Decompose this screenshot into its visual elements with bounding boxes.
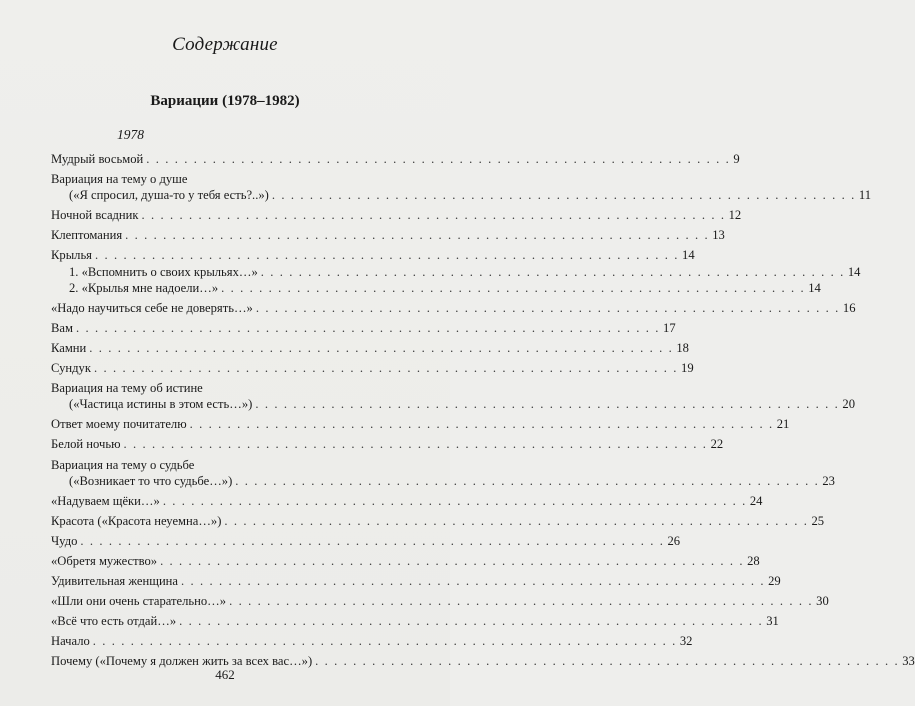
toc-title: («Частица истины в этом есть…») bbox=[69, 397, 253, 412]
toc-line bbox=[51, 553, 760, 569]
toc-entry bbox=[51, 493, 763, 509]
toc-title: Красота («Красота неуемна…») bbox=[51, 513, 222, 528]
dot-leader: . . . . . . . . . . . . . . . . . . . . . . . . . . . . . . . . . . . . . . . . . . . . . . . . . . . . . . . . . . . . . . bbox=[160, 553, 745, 568]
toc-page-number: 26 bbox=[667, 533, 681, 548]
toc-entry bbox=[51, 151, 740, 167]
dot-leader: . . . . . . . . . . . . . . . . . . . . . . . . . . . . . . . . . . . . . . . . . . . . . . . . . . . . . . . . . . . . . . bbox=[123, 437, 708, 452]
toc-entry bbox=[51, 416, 790, 432]
toc-title: Вариация на тему об истине bbox=[51, 381, 203, 396]
toc-page-number: 28 bbox=[747, 553, 760, 568]
toc-entry bbox=[51, 436, 724, 452]
toc-entry bbox=[51, 553, 760, 569]
toc-page-number: 19 bbox=[681, 361, 694, 376]
toc-line bbox=[51, 457, 417, 473]
toc-page-number: 33 bbox=[902, 654, 915, 669]
toc-title: Сундук bbox=[51, 361, 91, 376]
dot-leader: . . . . . . . . . . . . . . . . . . . . . . . . . . . . . . . . . . . . . . . . . . . . . . . . . . . . . . . . . . . . . . bbox=[229, 594, 814, 609]
toc-title: Удивительная женщина bbox=[51, 574, 179, 589]
toc-line bbox=[51, 533, 681, 549]
year-heading: 1978 bbox=[117, 127, 144, 142]
dot-leader: . . . . . . . . . . . . . . . . . . . . . . . . . . . . . . . . . . . . . . . . . . . . . . . . . . . . . . . . . . . . . . bbox=[224, 513, 809, 528]
toc-line bbox=[51, 320, 676, 336]
toc-line bbox=[51, 573, 781, 589]
toc-title: «Обретя мужество» bbox=[51, 553, 158, 568]
dot-leader: . . . . . . . . . . . . . . . . . . . . . . . . . . . . . . . . . . . . . . . . . . . . . . . . . . . . . . . . . . . . . . bbox=[92, 634, 677, 649]
toc-entry bbox=[51, 613, 779, 629]
toc-page-number: 29 bbox=[768, 574, 781, 589]
toc-page-number: 13 bbox=[712, 228, 725, 243]
toc-page-number: 14 bbox=[682, 248, 695, 263]
section-heading: Вариации (1978–1982) bbox=[150, 93, 300, 109]
toc-line bbox=[51, 247, 695, 263]
toc-page-number: 23 bbox=[822, 473, 835, 488]
toc-title: 2. «Крылья мне надоели…» bbox=[69, 280, 219, 295]
toc-line bbox=[51, 593, 829, 609]
toc-title: «Всё что есть отдай…» bbox=[51, 614, 177, 629]
toc-title: Начало bbox=[51, 634, 90, 649]
toc-page-number: 16 bbox=[842, 300, 856, 315]
dot-leader: . . . . . . . . . . . . . . . . . . . . . . . . . . . . . . . . . . . . . . . . . . . . . . . . . . . . . . . . . . . . . . bbox=[75, 320, 661, 335]
toc-line bbox=[51, 280, 821, 296]
dot-leader: . . . . . . . . . . . . . . . . . . . . . . . . . . . . . . . . . . . . . . . . . . . . . . . . . . . . . . . . . . . . . . bbox=[93, 361, 679, 376]
toc-line bbox=[51, 300, 856, 316]
dot-leader: . . . . . . . . . . . . . . . . . . . . . . . . . . . . . . . . . . . . . . . . . . . . . . . . . . . . . . . . . . . . . . bbox=[189, 417, 774, 432]
toc-entry bbox=[51, 533, 681, 549]
toc-line bbox=[51, 227, 725, 243]
toc-line bbox=[51, 396, 855, 412]
dot-leader: . . . . . . . . . . . . . . . . . . . . . . . . . . . . . . . . . . . . . . . . . . . . . . . . . . . . . . . . . . . . . . bbox=[179, 614, 764, 629]
toc-title: Белой ночью bbox=[51, 437, 121, 452]
toc-title: Ночной всадник bbox=[51, 208, 139, 223]
dot-leader: . . . . . . . . . . . . . . . . . . . . . . . . . . . . . . . . . . . . . . . . . . . . . . . . . . . . . . . . . . . . . . bbox=[260, 264, 845, 279]
toc-title: Ответ моему почитателю bbox=[51, 417, 187, 432]
toc-entry bbox=[51, 340, 689, 356]
toc-line bbox=[51, 340, 689, 356]
page-number: 462 bbox=[215, 667, 235, 682]
toc-line bbox=[51, 513, 825, 529]
toc-title: Крылья bbox=[51, 248, 92, 263]
dot-leader: . . . . . . . . . . . . . . . . . . . . . . . . . . . . . . . . . . . . . . . . . . . . . . . . . . . . . . . . . . . . . . bbox=[255, 397, 840, 412]
toc-title: Камни bbox=[51, 340, 87, 355]
toc-title: Вариация на тему о душе bbox=[51, 172, 188, 187]
toc-title: («Возникает то что судьбе…») bbox=[69, 473, 233, 488]
toc-page-number: 31 bbox=[766, 614, 779, 629]
toc-line bbox=[51, 493, 763, 509]
toc-entry bbox=[51, 573, 781, 589]
toc-entry bbox=[51, 171, 872, 203]
toc-title: «Надо научиться себе не доверять…» bbox=[51, 300, 253, 315]
dot-leader: . . . . . . . . . . . . . . . . . . . . . . . . . . . . . . . . . . . . . . . . . . . . . . . . . . . . . . . . . . . . . . bbox=[94, 248, 680, 263]
toc-page-number: 32 bbox=[679, 634, 693, 649]
dot-leader: . . . . . . . . . . . . . . . . . . . . . . . . . . . . . . . . . . . . . . . . . . . . . . . . . . . . . . . . . . . . . . bbox=[80, 533, 665, 548]
toc-entry bbox=[51, 207, 742, 223]
toc-line bbox=[51, 613, 779, 629]
toc-entry bbox=[51, 593, 829, 609]
toc-entry bbox=[51, 633, 693, 649]
dot-leader: . . . . . . . . . . . . . . . . . . . . . . . . . . . . . . . . . . . . . . . . . . . . . . . . . . . . . . . . . . . . . . bbox=[271, 188, 856, 203]
toc-entry bbox=[51, 227, 725, 243]
toc-entry bbox=[51, 320, 676, 336]
dot-leader: . . . . . . . . . . . . . . . . . . . . . . . . . . . . . . . . . . . . . . . . . . . . . . . . . . . . . . . . . . . . . . bbox=[146, 152, 731, 166]
toc-entry bbox=[51, 380, 855, 412]
dot-leader: . . . . . . . . . . . . . . . . . . . . . . . . . . . . . . . . . . . . . . . . . . . . . . . . . . . . . . . . . . . . . . bbox=[162, 493, 747, 508]
toc-page-number: 11 bbox=[858, 188, 872, 203]
dot-leader: . . . . . . . . . . . . . . . . . . . . . . . . . . . . . . . . . . . . . . . . . . . . . . . . . . . . . . . . . . . . . . bbox=[315, 654, 900, 669]
toc-entry bbox=[51, 360, 694, 376]
toc-line bbox=[51, 171, 417, 187]
dot-leader: . . . . . . . . . . . . . . . . . . . . . . . . . . . . . . . . . . . . . . . . . . . . . . . . . . . . . . . . . . . . . . bbox=[221, 280, 806, 295]
toc-line bbox=[51, 416, 790, 432]
toc-page-number: 18 bbox=[676, 340, 689, 355]
toc-line bbox=[51, 633, 693, 649]
toc-page-number: 14 bbox=[847, 264, 861, 279]
toc-line bbox=[51, 151, 740, 167]
toc-page-number: 17 bbox=[663, 320, 676, 335]
toc-page-number: 30 bbox=[816, 594, 829, 609]
toc-title: Клептомания bbox=[51, 228, 123, 243]
dot-leader: . . . . . . . . . . . . . . . . . . . . . . . . . . . . . . . . . . . . . . . . . . . . . . . . . . . . . . . . . . . . . . bbox=[89, 340, 674, 355]
toc-line bbox=[51, 473, 835, 489]
page-title: Содержание bbox=[172, 34, 278, 55]
toc-title: «Надуваем щёки…» bbox=[51, 493, 160, 508]
toc-title: «Шли они очень старательно…» bbox=[51, 594, 227, 609]
toc-line bbox=[51, 436, 724, 452]
toc-page-number: 12 bbox=[728, 208, 742, 223]
dot-leader: . . . . . . . . . . . . . . . . . . . . . . . . . . . . . . . . . . . . . . . . . . . . . . . . . . . . . . . . . . . . . . bbox=[181, 574, 766, 589]
toc-page-number: 21 bbox=[776, 417, 790, 432]
toc-line bbox=[51, 380, 417, 396]
toc-title: 1. «Вспомнить о своих крыльях…» bbox=[69, 264, 258, 279]
toc-title: Вариация на тему о судьбе bbox=[51, 457, 195, 472]
toc-page-number: 22 bbox=[710, 437, 724, 452]
dot-leader: . . . . . . . . . . . . . . . . . . . . . . . . . . . . . . . . . . . . . . . . . . . . . . . . . . . . . . . . . . . . . . bbox=[125, 228, 710, 243]
toc-page-number: 14 bbox=[808, 280, 821, 295]
toc-title: Чудо bbox=[51, 533, 78, 548]
toc-page-number: 25 bbox=[811, 513, 825, 528]
toc-entry bbox=[51, 457, 835, 489]
toc-line bbox=[51, 187, 872, 203]
dot-leader: . . . . . . . . . . . . . . . . . . . . . . . . . . . . . . . . . . . . . . . . . . . . . . . . . . . . . . . . . . . . . . bbox=[141, 208, 726, 223]
toc-line bbox=[51, 264, 861, 280]
toc-title: Мудрый восьмой bbox=[51, 152, 144, 166]
toc-entry bbox=[51, 247, 861, 295]
toc-line bbox=[51, 207, 742, 223]
dot-leader: . . . . . . . . . . . . . . . . . . . . . . . . . . . . . . . . . . . . . . . . . . . . . . . . . . . . . . . . . . . . . . bbox=[235, 473, 820, 488]
table-of-contents bbox=[51, 151, 915, 674]
toc-page-number: 9 bbox=[733, 152, 740, 166]
toc-title: Почему («Почему я должен жить за всех вас…») bbox=[51, 654, 313, 669]
toc-entry bbox=[51, 300, 856, 316]
toc-line bbox=[51, 360, 694, 376]
toc-page-number: 24 bbox=[749, 493, 763, 508]
toc-entry bbox=[51, 513, 825, 529]
toc-title: («Я спросил, душа-то у тебя есть?..») bbox=[69, 188, 269, 203]
dot-leader: . . . . . . . . . . . . . . . . . . . . . . . . . . . . . . . . . . . . . . . . . . . . . . . . . . . . . . . . . . . . . . bbox=[255, 300, 840, 315]
toc-title: Вам bbox=[51, 320, 73, 335]
toc-page-number: 20 bbox=[842, 397, 855, 412]
